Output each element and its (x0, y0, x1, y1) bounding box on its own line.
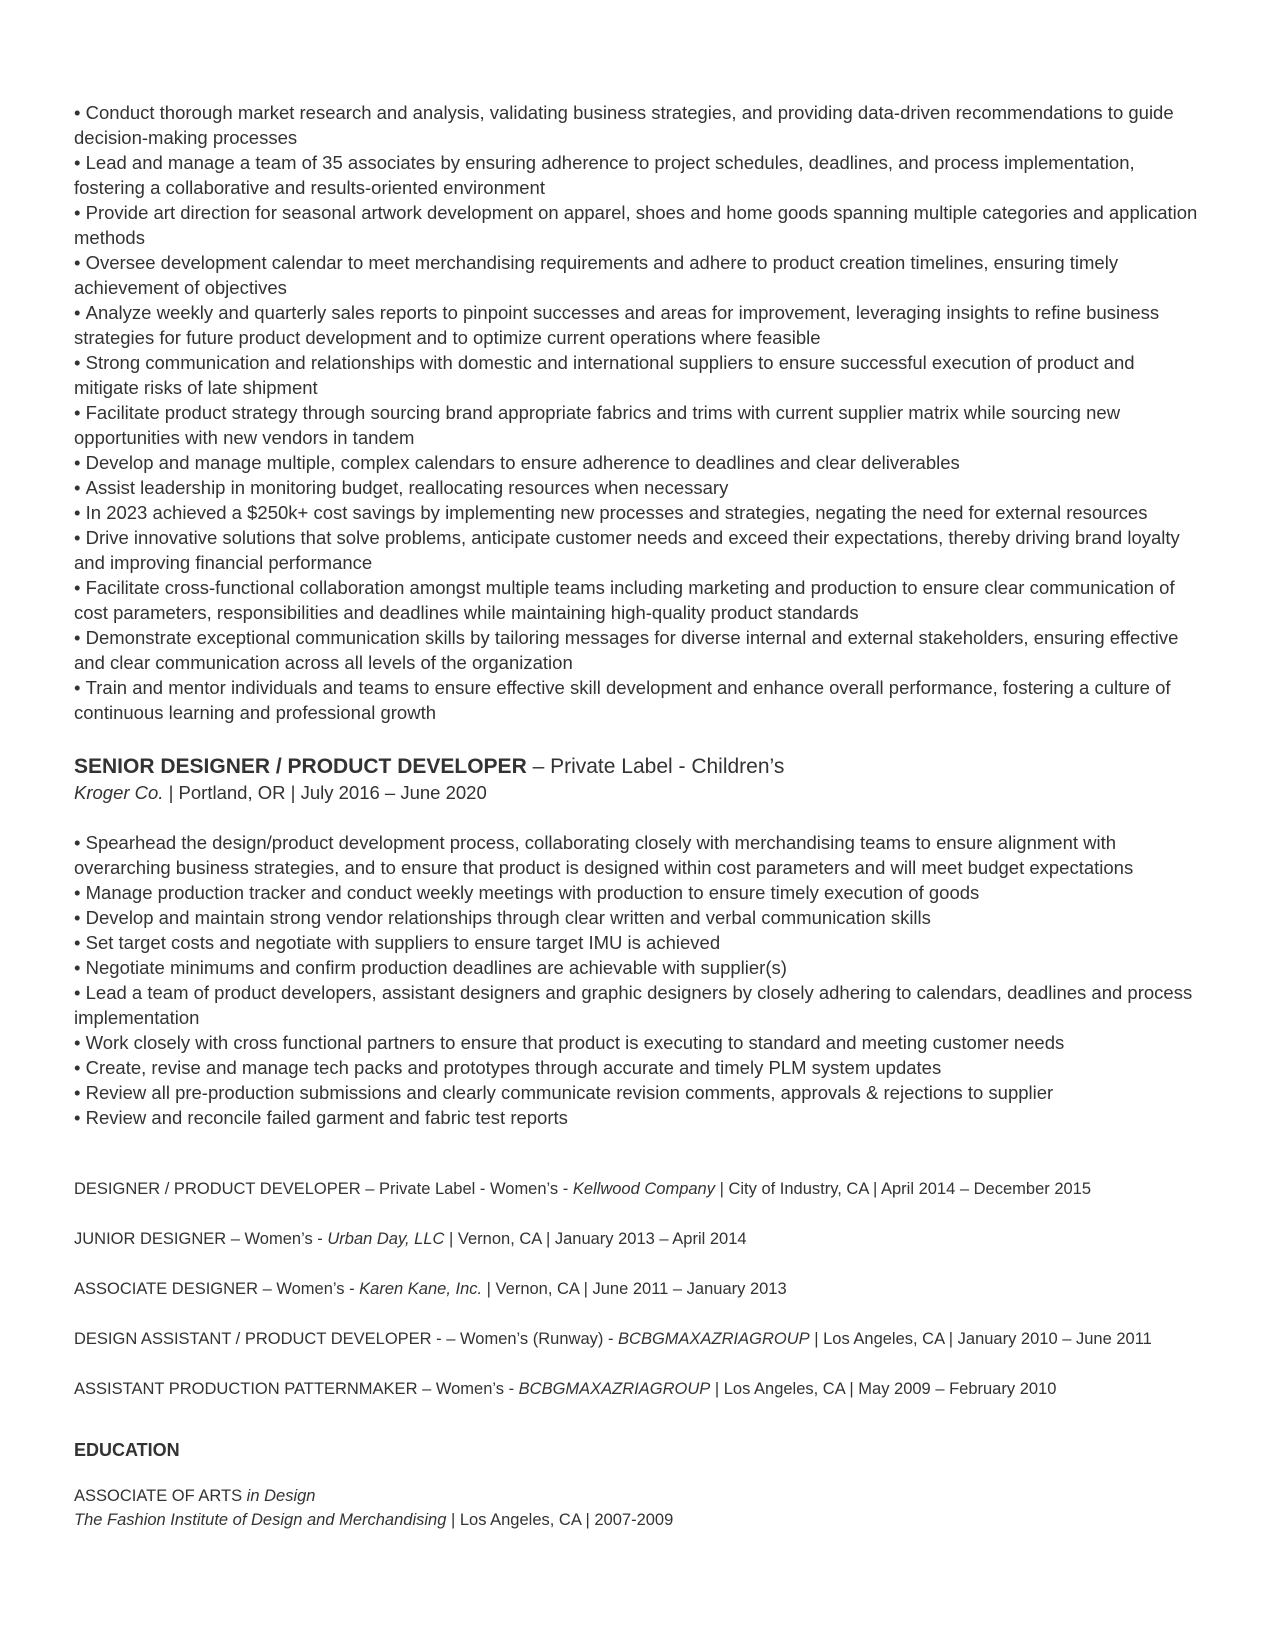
prior-role-company: Urban Day, LLC (327, 1230, 445, 1248)
bullet-item: • Review and reconcile failed garment and fabric test reports (74, 1105, 1204, 1130)
prior-role-details: | City of Industry, CA | April 2014 – December 2015 (715, 1180, 1092, 1198)
prior-role-details: | Vernon, CA | June 2011 – January 2013 (482, 1280, 787, 1298)
prior-role-company: Kellwood Company (572, 1180, 715, 1198)
senior-role-title: SENIOR DESIGNER / PRODUCT DEVELOPER (74, 755, 527, 778)
bullet-item: • Manage production tracker and conduct weekly meetings with production to ensure timely execution of goods (74, 880, 1204, 905)
prior-role-title: DESIGN ASSISTANT / PRODUCT DEVELOPER - – Women’s (Runway) - (74, 1330, 619, 1348)
senior-role-subtitle: – Private Label - Children’s (526, 755, 785, 778)
education-school-line (74, 1508, 1204, 1532)
prior-role-title: DESIGNER / PRODUCT DEVELOPER – Private Label - Women’s - (74, 1180, 573, 1198)
education-field: in Design (242, 1487, 316, 1505)
prior-role (74, 1228, 1204, 1250)
senior-role-company: Kroger Co. (74, 782, 164, 803)
prior-role (74, 1328, 1204, 1350)
bullet-item: • In 2023 achieved a $250k+ cost savings by implementing new processes and strategies, negating the need for external resources (74, 500, 1204, 525)
bullet-item: • Train and mentor individuals and teams to ensure effective skill development and enhance overall performance, fostering a culture of continuous learning and professional growth (74, 675, 1204, 725)
bullet-item: • Analyze weekly and quarterly sales reports to pinpoint successes and areas for improvement, leveraging insights to refine business strategies for future product development and to optimize current operations where feasible (74, 300, 1204, 350)
senior-role-heading (74, 754, 1204, 780)
bullet-item: • Develop and manage multiple, complex calendars to ensure adherence to deadlines and clear deliverables (74, 450, 1204, 475)
bullet-item: • Oversee development calendar to meet merchandising requirements and adhere to product creation timelines, ensuring timely achievement of objectives (74, 250, 1204, 300)
prior-role-title: JUNIOR DESIGNER – Women’s - (74, 1230, 328, 1248)
current-role-bullets (74, 100, 1204, 725)
bullet-item: • Facilitate cross-functional collaboration amongst multiple teams including marketing and production to ensure clear communication of cost parameters, responsibilities and deadlines while maintaining high-quality product standards (74, 575, 1204, 625)
resume-page (74, 100, 1204, 1532)
prior-role (74, 1378, 1204, 1400)
prior-roles (74, 1178, 1204, 1400)
education-degree-line (74, 1484, 1204, 1508)
senior-role-company-line (74, 780, 1204, 805)
prior-role (74, 1178, 1204, 1200)
bullet-item: • Negotiate minimums and confirm production deadlines are achievable with supplier(s) (74, 955, 1204, 980)
bullet-item: • Develop and maintain strong vendor relationships through clear written and verbal communication skills (74, 905, 1204, 930)
prior-role-company: BCBGMAXAZRIAGROUP (518, 1380, 711, 1398)
education-school-details: | Los Angeles, CA | 2007-2009 (446, 1511, 674, 1529)
bullet-item: • Review all pre-production submissions and clearly communicate revision comments, approvals & rejections to supplier (74, 1080, 1204, 1105)
prior-role-title: ASSISTANT PRODUCTION PATTERNMAKER – Women’s - (74, 1380, 519, 1398)
bullet-item: • Drive innovative solutions that solve problems, anticipate customer needs and exceed their expectations, thereby driving brand loyalty and improving financial performance (74, 525, 1204, 575)
bullet-item: • Work closely with cross functional partners to ensure that product is executing to standard and meeting customer needs (74, 1030, 1204, 1055)
prior-role-company: Karen Kane, Inc. (359, 1280, 483, 1298)
prior-role (74, 1278, 1204, 1300)
prior-role-details: | Los Angeles, CA | May 2009 – February 2010 (710, 1380, 1057, 1398)
bullet-item: • Lead and manage a team of 35 associates by ensuring adherence to project schedules, deadlines, and process implementation, fostering a collaborative and results-oriented environment (74, 150, 1204, 200)
bullet-item: • Assist leadership in monitoring budget, reallocating resources when necessary (74, 475, 1204, 500)
bullet-item: • Provide art direction for seasonal artwork development on apparel, shoes and home goods spanning multiple categories and application methods (74, 200, 1204, 250)
senior-role-bullets (74, 830, 1204, 1130)
bullet-item: • Strong communication and relationships with domestic and international suppliers to ensure successful execution of product and mitigate risks of late shipment (74, 350, 1204, 400)
prior-role-title: ASSOCIATE DESIGNER – Women’s - (74, 1280, 360, 1298)
education-heading: EDUCATION (74, 1440, 180, 1460)
bullet-item: • Spearhead the design/product development process, collaborating closely with merchandising teams to ensure alignment with overarching business strategies, and to ensure that product is designed within cost parameters and will meet budget expectations (74, 830, 1204, 880)
bullet-item: • Facilitate product strategy through sourcing brand appropriate fabrics and trims with current supplier matrix while sourcing new opportunities with new vendors in tandem (74, 400, 1204, 450)
prior-role-details: | Los Angeles, CA | January 2010 – June 2011 (809, 1330, 1152, 1348)
education-school: The Fashion Institute of Design and Merchandising (74, 1511, 447, 1529)
senior-role-details: | Portland, OR | July 2016 – June 2020 (163, 782, 487, 803)
prior-role-details: | Vernon, CA | January 2013 – April 2014 (444, 1230, 747, 1248)
education-degree: ASSOCIATE OF ARTS (74, 1487, 243, 1505)
bullet-item: • Lead a team of product developers, assistant designers and graphic designers by closely adhering to calendars, deadlines and process implementation (74, 980, 1204, 1030)
bullet-item: • Conduct thorough market research and analysis, validating business strategies, and providing data-driven recommendations to guide decision-making processes (74, 100, 1204, 150)
bullet-item: • Create, revise and manage tech packs and prototypes through accurate and timely PLM system updates (74, 1055, 1204, 1080)
prior-role-company: BCBGMAXAZRIAGROUP (618, 1330, 810, 1348)
bullet-item: • Set target costs and negotiate with suppliers to ensure target IMU is achieved (74, 930, 1204, 955)
bullet-item: • Demonstrate exceptional communication skills by tailoring messages for diverse internal and external stakeholders, ensuring effective and clear communication across all levels of the organization (74, 625, 1204, 675)
